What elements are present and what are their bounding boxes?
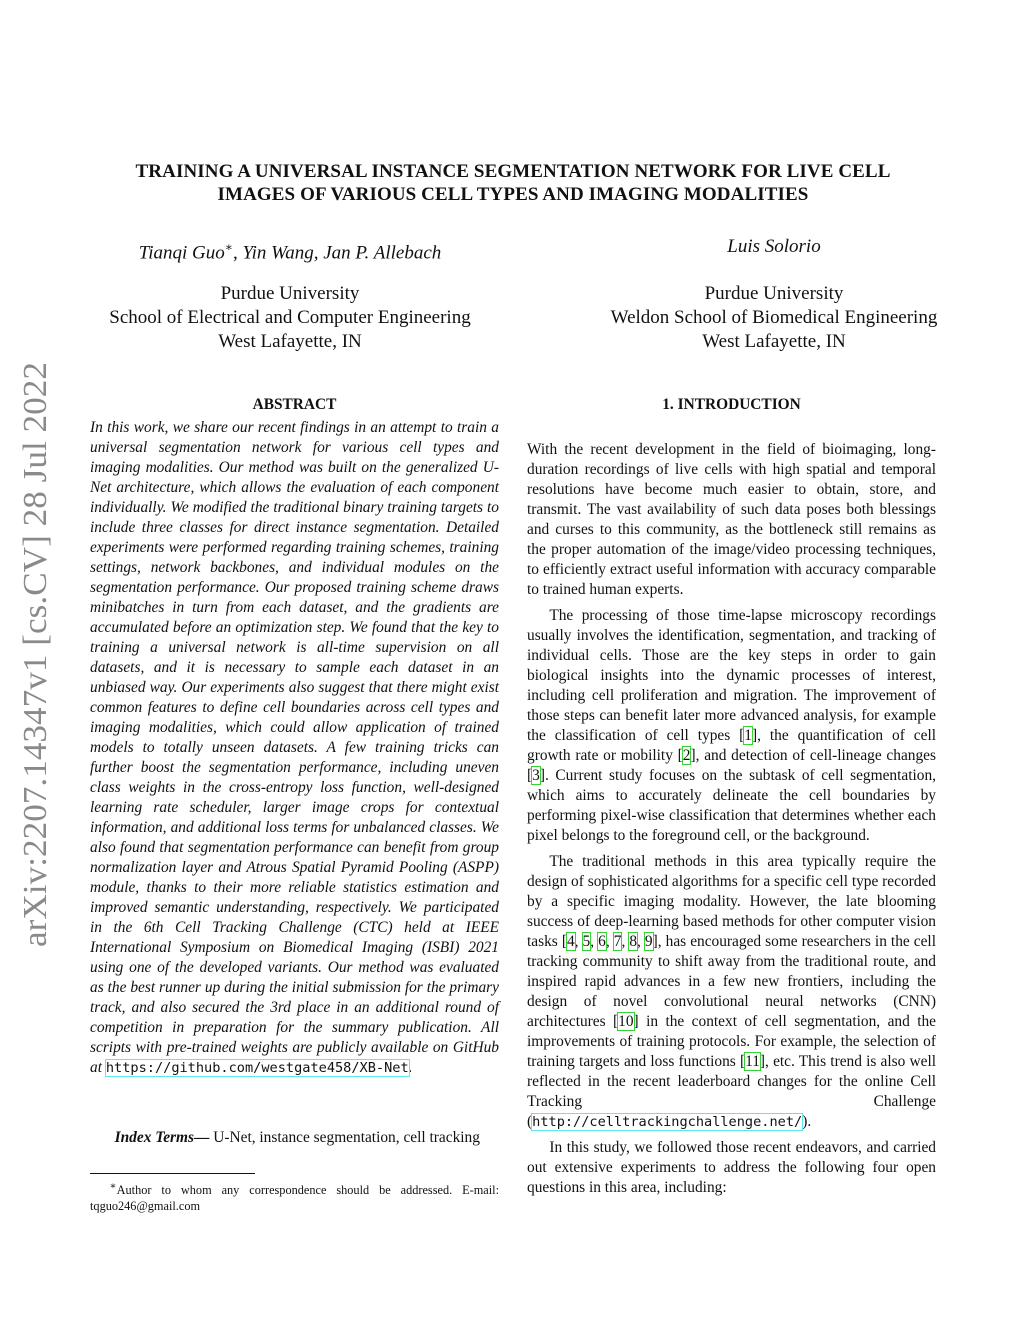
arxiv-id: arXiv:2207.14347v1 [cs.CV] 28 Jul 2022 — [17, 382, 54, 947]
index-terms-label: Index Terms— — [114, 1129, 210, 1146]
citation-5[interactable]: 5 — [582, 933, 591, 950]
citation-11[interactable]: 11 — [745, 1053, 760, 1070]
paper-title — [80, 160, 946, 206]
footnote-text: Author to whom any correspondence should be addressed. E-mail: tqguo246@gmail.com — [90, 1183, 499, 1214]
github-link[interactable]: https://github.com/westgate458/XB-Net — [105, 1060, 409, 1076]
citation-8[interactable]: 8 — [629, 933, 638, 950]
intro-p2-text-a: The processing of those time-lapse microscopy recordings usually involves the identification, segmentation, and tracking of individual cells. Those are the key steps in order to gain biological insights into the dynamic processes of interest, including cell proliferation and migration. The improvement of those steps can benefit later more advanced analysis, for example the classification of cell types [ — [527, 607, 936, 744]
intro-paragraph-3: The traditional methods in this area typically require the design of sophisticated algorithms for a specific cell type recorded by a specific imaging modality. However, the late blooming success of deep-learning based methods for other computer vision tasks [4, 5, 6, 7, 8, 9], has encouraged some researchers in the cell tracking community to shift away from the traditional route, and inspired rapid advances in a few new frontiers, including the design of novel convolutional neural networks (CNN) architectures [10] in the context of cell segmentation, and the improvements of training protocols. For example, the selection of training targets and loss functions [11], etc. This trend is also well reflected in the recent leaderboard changes for the online Cell Tracking Challenge (http://celltrackingchallenge.net/). — [527, 853, 937, 1130]
citation-1[interactable]: 1 — [744, 727, 752, 744]
citation-6[interactable]: 6 — [598, 933, 606, 950]
intro-p2-text-b: ], the quantification of cell growth rate or mobility [ — [527, 727, 936, 764]
abstract-end: . — [408, 1059, 413, 1076]
aff-right-location: West Lafayette, IN — [702, 331, 846, 352]
intro-paragraph-1: With the recent development in the field of bioimaging, long-duration recordings of live cells with high spatial and temporal resolutions have become much easier to obtain, store, and transmit. The vast availability of such data poses both blessings and curses to this community, as the bottleneck still remains as the proper automation of the image/video processing techniques, to efficiently extract useful information with accuracy comparable to trained human experts. — [527, 441, 936, 598]
arxiv-stamp-svg — [8, 362, 60, 947]
citation-7[interactable]: 7 — [613, 933, 622, 950]
index-terms — [90, 1128, 499, 1148]
intro-p2-text-d: ]. Current study focuses on the subtask of cell segmentation, which aims to accurately delineate the cell boundaries by performing pixel-wise classification that determines whether each pixel belongs to the foreground cell, or the background. — [527, 767, 936, 844]
intro-p3-text-a: The traditional methods in this area typically require the design of sophisticated algorithms for a specific cell type recorded by a specific imaging modality. However, the late blooming success of deep-learning based methods for other computer vision tasks [ — [527, 853, 936, 950]
citation-10[interactable]: 10 — [618, 1013, 634, 1030]
aff-right-school: Weldon School of Biomedical Engineering — [610, 307, 938, 328]
footnote — [90, 1179, 499, 1214]
introduction-body — [527, 440, 936, 1204]
introduction-heading: 1. INTRODUCTION — [662, 396, 801, 413]
citation-2[interactable]: 2 — [682, 747, 691, 764]
affiliation-left — [70, 282, 510, 354]
aff-left-school: School of Electrical and Computer Engineering — [109, 307, 471, 328]
intro-p3-text-c: ] in the context of cell segmentation, and the improvements of training protocols. For example, the selection of training targets and loss functions [ — [527, 1013, 936, 1070]
author-marker: ∗ — [224, 240, 233, 254]
footnote-rule — [90, 1173, 255, 1174]
author-list-right — [574, 235, 974, 259]
index-terms-text: U-Net, instance segmentation, cell tracking — [209, 1129, 480, 1146]
intro-paragraph-4: In this study, we followed those recent endeavors, and carried out extensive experiments to address the following four open questions in this area, including: — [527, 1139, 936, 1196]
abstract-text: In this work, we share our recent findings in an attempt to train a universal segmentation network for various cell types and imaging modalities. Our method was built on the generalized U-Net architecture, which allows the evaluation of each component individually. We modified the traditional binary training targets to include three classes for direct instance segmentation. Detailed experiments were performed regarding training schemes, training settings, network backbones, and individual modules on the segmentation performance. Our proposed training scheme draws minibatches in turn from each dataset, and the gradients are accumulated before an optimization step. We found that the key to training a universal network is all-time supervision on all datasets, and it is necessary to sample each dataset in an unbiased way. Our experiments also suggest that there might exist common features to define cell boundaries across cell types and imaging modalities, which could allow application of trained models to totally unseen datasets. A few training tricks can further boost the segmentation performance, including uneven class weights in the cross-entropy loss function, well-designed learning rate scheduler, larger image crops for contextual information, and additional loss terms for unbalanced classes. We also found that segmentation performance can benefit from group normalization layer and Atrous Spatial Pyramid Pooling (ASPP) module, thanks to their more reliable statistics estimation and improved semantic understanding, respectively. We participated in the 6th Cell Tracking Challenge (CTC) held at IEEE International Symposium on Biomedical Imaging (ISBI) 2021 using one of the developed variants. Our method was evaluated as the best runner up during the initial submission for the primary track, and also secured the 3rd place in an additional round of competition in preparation for the summary publication. All scripts with pre-trained weights are publicly available on GitHub at — [90, 419, 499, 1076]
aff-left-university: Purdue University — [220, 283, 360, 304]
celltracking-link[interactable]: http://celltrackingchallenge.net/ — [532, 1114, 803, 1130]
intro-p3-text-e: ). — [802, 1113, 812, 1130]
title-line-1: TRAINING A UNIVERSAL INSTANCE SEGMENTATION NETWORK FOR LIVE CELL — [135, 161, 891, 182]
abstract-heading: ABSTRACT — [252, 396, 337, 413]
footnote-marker: ∗ — [109, 1181, 117, 1192]
intro-p3-text-d: ], etc. This trend is also well reflected in the recent leaderboard changes for the online Cell Tracking Challenge ( — [527, 1053, 937, 1130]
intro-p3-text-b: ], has encouraged some researchers in the cell tracking community to shift away from the traditional route, and inspired rapid advances in a few new frontiers, including the design of novel convolutional neural networks (CNN) architectures [ — [527, 933, 936, 1030]
intro-p2-text-c: ], and detection of cell-lineage changes [ — [527, 747, 936, 784]
arxiv-sidebar-stamp — [8, 362, 60, 947]
author-first: Tianqi Guo — [138, 242, 225, 264]
intro-paragraph-2 — [527, 606, 936, 846]
abstract-body — [90, 418, 499, 1078]
aff-right-university: Purdue University — [704, 283, 844, 304]
citation-4[interactable]: 4 — [566, 933, 575, 950]
author-rest: , Yin Wang, Jan P. Allebach — [232, 242, 442, 264]
citation-3[interactable]: 3 — [532, 767, 540, 784]
citation-9[interactable]: 9 — [644, 933, 653, 950]
aff-left-location: West Lafayette, IN — [218, 331, 362, 352]
affiliation-right — [574, 282, 974, 354]
author-list-left — [90, 235, 490, 265]
title-line-2: IMAGES OF VARIOUS CELL TYPES AND IMAGING MODALITIES — [217, 184, 809, 205]
author-right-name: Luis Solorio — [727, 236, 821, 257]
